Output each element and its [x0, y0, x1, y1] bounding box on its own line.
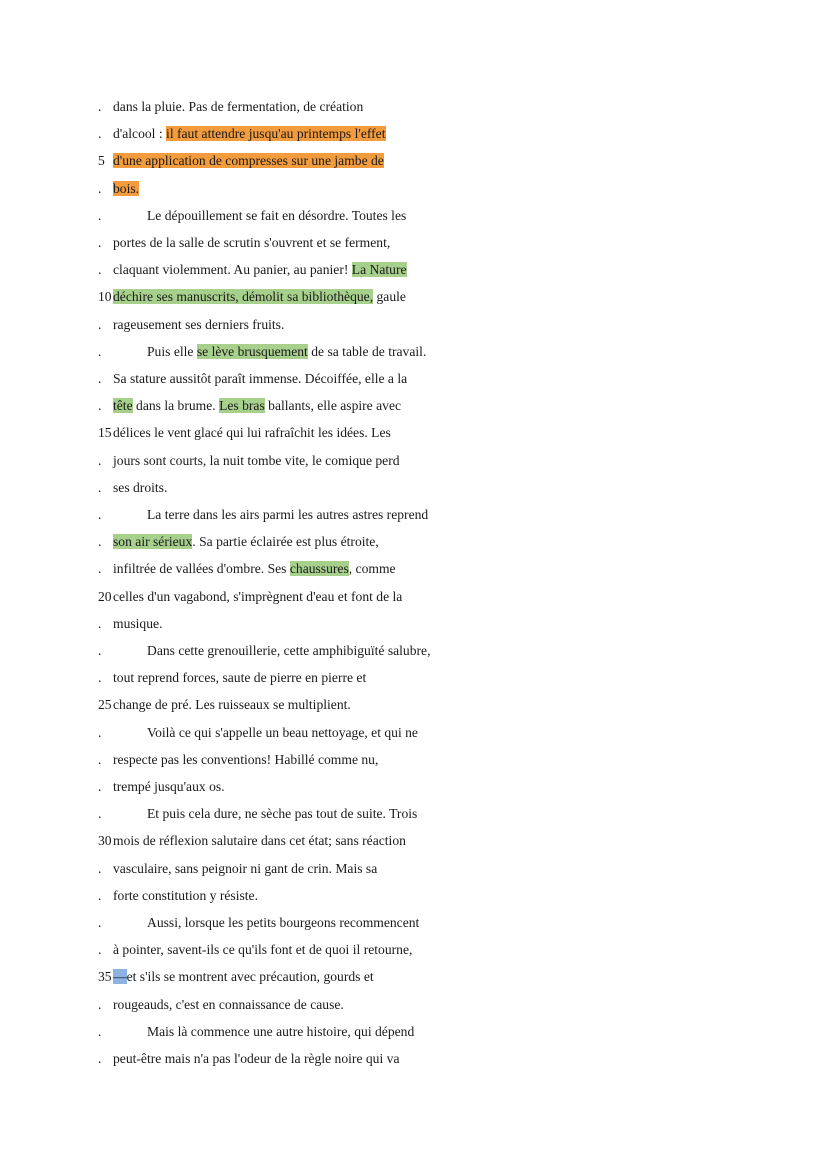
line-text	[113, 616, 162, 631]
line-text	[113, 153, 384, 168]
text-line	[98, 283, 406, 310]
text-segment: délices le vent glacé qui lui rafraîchit les idées. Les	[113, 425, 391, 441]
text-segment: Le dépouillement se fait en désordre. Toutes les	[147, 207, 407, 223]
text-segment: rougeauds, c'est en connaissance de cause.	[113, 996, 344, 1012]
line-text	[113, 888, 258, 903]
text-line	[98, 175, 139, 202]
text-line	[98, 855, 377, 882]
text-line	[98, 392, 401, 419]
line-number: .	[98, 806, 102, 822]
text-segment: Puis elle	[147, 343, 197, 359]
text-line	[98, 555, 396, 582]
text-segment: , comme	[348, 561, 396, 577]
text-segment: Dans cette grenouillerie, cette amphibiguïté salubre,	[147, 643, 431, 658]
text-segment: musique.	[113, 615, 163, 631]
highlighted-text: d'une application de compresses sur une jambe de	[113, 153, 384, 169]
line-text	[113, 126, 386, 141]
highlighted-text: bois.	[113, 180, 140, 196]
line-number: .	[98, 507, 102, 522]
text-segment: claquant violemment. Au panier, au panier!	[113, 262, 352, 278]
text-line	[98, 719, 418, 746]
line-text	[113, 833, 406, 848]
text-line	[98, 365, 407, 392]
line-number: .	[98, 479, 102, 495]
line-number: 5	[98, 153, 105, 169]
text-line	[98, 1018, 414, 1045]
line-number: .	[98, 235, 102, 250]
line-number: .	[98, 371, 102, 386]
text-line	[98, 637, 430, 664]
line-text	[113, 697, 351, 712]
highlighted-text: Les bras	[219, 398, 265, 414]
highlighted-text: se lève brusquement	[196, 343, 308, 359]
line-text	[113, 235, 390, 250]
line-text	[113, 317, 284, 332]
text-line	[98, 147, 384, 174]
line-number: .	[98, 180, 102, 196]
line-text	[113, 942, 412, 957]
text-segment: de sa table de travail.	[307, 343, 427, 359]
line-number: .	[98, 724, 102, 740]
text-segment: jours sont courts, la nuit tombe vite, le comique perd	[113, 452, 400, 468]
line-text	[113, 997, 344, 1012]
line-text	[113, 507, 428, 522]
highlighted-text: tête	[113, 398, 133, 414]
line-number: .	[98, 670, 102, 686]
line-text	[113, 425, 391, 440]
text-line	[98, 691, 351, 718]
text-segment: . Sa partie éclairée est plus étroite,	[192, 534, 379, 550]
line-number: .	[98, 643, 102, 658]
text-segment: portes de la salle de scrutin s'ouvrent et se ferment,	[113, 235, 391, 250]
highlighted-text: chaussures	[289, 561, 349, 577]
text-line	[98, 474, 167, 501]
line-text	[113, 589, 402, 604]
text-line	[98, 882, 258, 909]
line-text	[113, 561, 396, 576]
highlighted-text: La Nature	[351, 262, 407, 278]
text-segment: mois de réflexion salutaire dans cet état; sans réaction	[113, 833, 406, 849]
text-line	[98, 827, 406, 854]
line-text	[113, 643, 430, 658]
text-line	[98, 256, 407, 283]
line-number: .	[98, 1051, 102, 1066]
text-segment: ballants, elle aspire avec	[264, 398, 402, 414]
line-text	[113, 670, 366, 685]
text-line	[98, 202, 406, 229]
text-line	[98, 120, 386, 147]
text-line	[98, 963, 374, 990]
line-text	[113, 99, 363, 114]
text-line	[98, 528, 379, 555]
line-text	[113, 969, 374, 984]
line-number: .	[98, 615, 102, 631]
line-number: .	[98, 126, 102, 142]
text-segment: Sa stature aussitôt paraît immense. Décoiffée, elle a la	[113, 371, 408, 386]
text-line	[98, 93, 363, 120]
text-line	[98, 610, 162, 637]
text-segment: vasculaire, sans peignoir ni gant de crin. Mais sa	[113, 860, 378, 876]
line-number: 25	[98, 697, 112, 713]
line-text	[113, 861, 377, 876]
line-text	[113, 915, 419, 930]
line-text	[113, 806, 417, 821]
line-text	[113, 725, 418, 740]
line-text	[113, 208, 406, 223]
line-number: .	[98, 996, 102, 1012]
line-number: 30	[98, 833, 112, 849]
text-line	[98, 1045, 399, 1072]
line-number: .	[98, 1023, 102, 1039]
line-text	[113, 1051, 399, 1066]
text-line	[98, 800, 417, 827]
text-segment: dans la pluie. Pas de fermentation, de création	[113, 99, 364, 114]
highlighted-text: déchire ses manuscrits, démolit sa bibliothèque,	[113, 289, 374, 305]
text-segment: Voilà ce qui s'appelle un beau nettoyage, et qui ne	[147, 724, 418, 740]
text-line	[98, 773, 225, 800]
text-line	[98, 311, 284, 338]
line-number: .	[98, 99, 102, 114]
text-segment: forte constitution y résiste.	[113, 887, 258, 903]
text-line	[98, 746, 378, 773]
line-text	[113, 398, 401, 413]
text-line	[98, 419, 391, 446]
line-text	[113, 480, 167, 495]
line-number: .	[98, 534, 102, 550]
line-text	[113, 534, 379, 549]
line-number: .	[98, 915, 102, 930]
text-line	[98, 501, 428, 528]
text-line	[98, 338, 426, 365]
text-segment: Mais là commence une autre histoire, qui dépend	[147, 1023, 415, 1039]
line-number: .	[98, 887, 102, 903]
text-line	[98, 936, 412, 963]
text-segment: Et puis cela dure, ne sèche pas tout de suite. Trois	[147, 806, 418, 822]
line-number: .	[98, 316, 102, 332]
line-text	[113, 779, 225, 794]
text-line	[98, 991, 344, 1018]
line-text	[113, 289, 406, 304]
text-line	[98, 583, 402, 610]
text-line	[98, 909, 419, 936]
line-text	[113, 752, 378, 767]
line-number: .	[98, 262, 102, 278]
text-segment: d'alcool :	[113, 126, 167, 142]
line-number: .	[98, 942, 102, 958]
line-number: .	[98, 343, 102, 359]
line-text	[113, 453, 400, 468]
line-number: .	[98, 751, 102, 767]
line-text	[113, 181, 139, 196]
line-text	[113, 262, 407, 277]
text-segment: à pointer, savent-ils ce qu'ils font et de quoi il retourne,	[113, 942, 413, 958]
text-line	[98, 664, 366, 691]
line-number: 35	[98, 969, 112, 985]
line-text	[113, 1024, 414, 1039]
line-text	[113, 344, 426, 359]
line-number: .	[98, 860, 102, 876]
highlighted-text: son air sérieux	[113, 534, 193, 550]
text-segment: et s'ils se montrent avec précaution, gourds et	[126, 969, 374, 985]
text-segment: respecte pas les conventions! Habillé comme nu,	[113, 751, 379, 767]
line-text	[113, 371, 407, 386]
line-number: 15	[98, 425, 112, 441]
line-number: .	[98, 398, 102, 414]
text-line	[98, 447, 400, 474]
highlighted-text: —	[113, 969, 127, 985]
text-segment: celles d'un vagabond, s'imprègnent d'eau et font de la	[113, 588, 403, 604]
line-number: 10	[98, 289, 112, 305]
text-segment: La terre dans les airs parmi les autres astres reprend	[147, 507, 429, 522]
text-line	[98, 229, 390, 256]
line-number: .	[98, 207, 102, 223]
text-segment: gaule	[373, 289, 406, 305]
text-segment: trempé jusqu'aux os.	[113, 779, 225, 794]
line-number: 20	[98, 588, 112, 604]
highlighted-text: il faut attendre jusqu'au printemps l'effet	[166, 126, 386, 142]
line-number: .	[98, 452, 102, 468]
text-segment: infiltrée de vallées d'ombre. Ses	[113, 561, 290, 577]
text-segment: dans la brume.	[132, 398, 220, 414]
text-segment: Aussi, lorsque les petits bourgeons recommencent	[147, 915, 420, 930]
text-segment: rageusement ses derniers fruits.	[113, 316, 285, 332]
line-number: .	[98, 561, 102, 577]
line-number: .	[98, 779, 102, 794]
text-segment: ses droits.	[113, 479, 168, 495]
text-segment: peut-être mais n'a pas l'odeur de la règle noire qui va	[113, 1051, 400, 1066]
text-segment: tout reprend forces, saute de pierre en pierre et	[113, 670, 367, 686]
text-segment: change de pré. Les ruisseaux se multiplient.	[113, 697, 351, 713]
